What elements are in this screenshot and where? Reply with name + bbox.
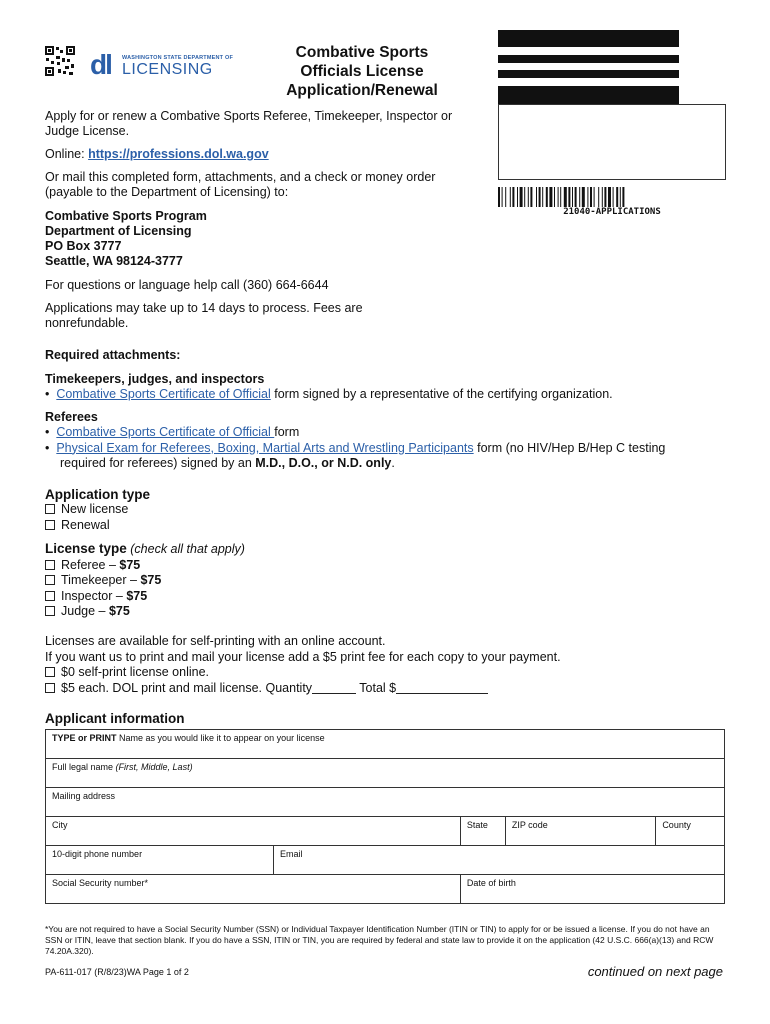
timekeeper-label: Timekeeper – [61,573,141,587]
barcode-bar [554,187,555,207]
group2-item-2-text: form (no HIV/Hep B/Hep C testing [473,440,666,455]
inspector-checkbox[interactable] [45,591,55,601]
group2-item-2-line2: required for referees) signed by an [60,456,256,470]
online-link[interactable]: https://professions.dol.wa.gov [88,147,269,161]
license-type-section [45,541,245,620]
print-name-label: Name as you would like it to appear on your license [116,733,325,743]
referee-option[interactable] [45,558,245,574]
barcode-bar [517,187,518,207]
intro-section [45,109,485,331]
dol-print-label: $5 each. DOL print and mail license. Quantity [61,680,313,695]
judge-checkbox[interactable] [45,606,55,616]
total-label: Total $ [356,680,397,695]
barcode-bar [558,187,559,207]
barcode-bar [594,187,595,207]
new-license-checkbox[interactable] [45,504,55,514]
group2-item-2-end: . [391,456,395,470]
timekeeper-checkbox[interactable] [45,575,55,585]
office-use-bar-2 [498,55,679,63]
group1-item: • Combative Sports Certificate of Official form signed by a representative of the certifying organization. [45,387,613,401]
group2-heading: Referees [45,409,98,424]
office-use-bar-4 [498,86,679,104]
ssn-disclaimer: *You are not required to have a Social Security Number (SSN) or Individual Taxpayer Identification Number (ITIN or TIN) to apply for or be issued a license. If you do not have an SSN or ITIN, leave that section blank. If you do have a SSN, ITIN or TIN, you are required by federal and state law to provide it on the application (42 U.S.C. 666(a)(13) and RCW 74.20A.320). [45,924,714,956]
inspector-fee: $75 [126,588,148,603]
state-field[interactable] [460,817,505,846]
judge-fee: $75 [108,604,130,618]
printing-line-2: If you want us to print and mail your license add a $5 print fee for each copy to your payment. [45,649,561,664]
dob-field[interactable] [460,875,724,904]
applicant-info-heading: Applicant information [45,711,185,726]
phone-field[interactable] [46,846,274,875]
city-field[interactable] [46,817,461,846]
print-name-field[interactable] [46,730,725,759]
mailing-address-field[interactable] [46,788,725,817]
total-field[interactable] [396,682,488,694]
renewal-label: Renewal [61,517,110,532]
office-use-bar-3 [498,70,679,78]
address-line: PO Box 3777 [45,239,122,253]
office-use-box [498,104,726,180]
barcode-bar [598,187,599,207]
inspector-option[interactable] [45,589,245,605]
agency-big-text: LICENSING [122,61,213,78]
barcode-bar [520,187,523,207]
mailing-address-label: Mailing address [52,791,116,801]
timekeeper-fee: $75 [140,573,162,587]
barcode-bar [590,187,592,207]
office-use-bar-1 [498,30,679,47]
self-print-checkbox[interactable] [45,667,55,677]
group2-item-1-text: form [274,425,300,439]
dol-logo-mark: dl [90,49,111,80]
referee-checkbox[interactable] [45,560,55,570]
dol-print-checkbox[interactable] [45,683,55,693]
online-line [45,147,485,162]
barcode-bar [620,187,621,207]
quantity-field[interactable] [312,682,356,694]
barcode-bar [602,187,603,207]
barcode-bar [579,187,580,207]
online-label: Online: [45,147,89,161]
address-line: Seattle, WA 98124-3777 [45,254,183,268]
barcode-bar [498,187,500,207]
mail-text: Or mail this completed form, attachments, and a check or money order (payable to the Department of Licensing) to: [45,170,436,199]
barcode-bar [512,187,514,207]
form-title [262,43,462,100]
printing-line-1: Licenses are available for self-printing with an online account. [45,634,386,648]
barcode [498,187,726,207]
city-label: City [52,820,68,830]
barcode-bar [568,187,570,207]
renewal-option[interactable] [45,518,150,534]
barcode-bar [616,187,618,207]
applicant-info-table [45,729,725,904]
barcode-bar [564,187,567,207]
barcode-bar [622,187,624,207]
agency-small-text: WASHINGTON STATE DEPARTMENT OF [122,55,234,61]
ssn-label: Social Security number* [52,878,149,888]
self-print-label: $0 self-print license online. [61,665,209,679]
barcode-bar [613,187,614,207]
barcode-bar [582,187,585,207]
barcode-bar [542,187,543,207]
print-name-label-bold: TYPE or PRINT [52,733,117,743]
dol-print-option[interactable] [45,681,561,697]
judge-label: Judge – [61,604,109,618]
help-text: For questions or language help call (360) 664-6644 [45,278,329,292]
certificate-of-official-link[interactable]: Combative Sports Certificate of Official [56,387,271,401]
license-type-note: (check all that apply) [126,542,245,556]
attachments-section [45,348,735,472]
new-license-option[interactable] [45,502,150,518]
form-id: PA-611-017 (R/8/23)WA Page 1 of 2 [45,967,189,977]
barcode-bar [502,187,503,207]
physician-requirement: M.D., D.O., or N.D. only [255,456,392,470]
continued-note: continued on next page [587,964,723,979]
new-license-label: New license [61,502,129,516]
group1-item-text: form signed by a representative of the certifying organization. [270,387,613,401]
title-line-2: Officials License [300,63,424,80]
application-type-heading: Application type [45,487,151,502]
zip-label: ZIP code [511,820,548,830]
barcode-bar [539,187,541,207]
email-field[interactable] [274,846,725,875]
county-field[interactable] [656,817,725,846]
legal-name-label: Full legal name [52,762,116,772]
inspector-label: Inspector – [61,588,127,603]
group2-item-2-cont [45,456,735,472]
barcode-bar [530,187,532,207]
address-line: Combative Sports Program [45,209,207,223]
group1-heading: Timekeepers, judges, and inspectors [45,371,265,386]
judge-option[interactable] [45,604,245,620]
legal-name-field[interactable] [46,759,725,788]
dob-label: Date of birth [466,878,516,888]
timekeeper-option[interactable] [45,573,245,589]
attachments-heading: Required attachments: [45,348,181,362]
state-label: State [466,820,488,830]
title-line-3: Application/Renewal [286,82,438,99]
barcode-bar [524,187,525,207]
ssn-field[interactable] [46,875,461,904]
physical-exam-link[interactable]: Physical Exam for Referees, Boxing, Martial Arts and Wrestling Participants [56,440,474,455]
barcode-bar [572,187,573,207]
barcode-bar [575,187,577,207]
application-type-section [45,487,150,533]
barcode-bar [560,187,561,207]
barcode-bar [587,187,588,207]
renewal-checkbox[interactable] [45,520,55,530]
legal-name-hint: (First, Middle, Last) [115,762,193,772]
qr-code [45,46,75,76]
barcode-text: 21040-APPLICATIONS [563,207,661,217]
referee-label: Referee – [61,557,120,572]
apply-text: Apply for or renew a Combative Sports Referee, Timekeeper, Inspector or Judge License. [45,109,453,138]
zip-field[interactable] [505,817,655,846]
group2-item-1: • Combative Sports Certificate of Official form [45,425,300,439]
license-type-heading: License type [45,541,127,556]
county-label: County [662,820,691,830]
barcode-bar [505,187,506,207]
barcode-bar [536,187,537,207]
barcode-bar [549,187,552,207]
phone-label: 10-digit phone number [52,849,143,859]
barcode-bar [608,187,611,207]
title-line-1: Combative Sports [295,44,429,61]
self-print-option[interactable] [45,665,561,681]
certificate-of-official-link-2[interactable]: Combative Sports Certificate of Official [56,425,275,439]
group2-item-2: • Physical Exam for Referees, Boxing, Martial Arts and Wrestling Participants form (no HIV/Hep B/Hep C testing [45,440,666,455]
processing-text: Applications may take up to 14 days to process. Fees are nonrefundable. [45,301,363,330]
address-line: Department of Licensing [45,224,192,238]
email-label: Email [280,849,303,859]
barcode-bar [528,187,529,207]
barcode-bar [604,187,606,207]
referee-fee: $75 [119,557,141,572]
printing-section [45,634,561,696]
mailing-address [45,209,485,269]
barcode-bar [510,187,511,207]
barcode-bar [546,187,548,207]
